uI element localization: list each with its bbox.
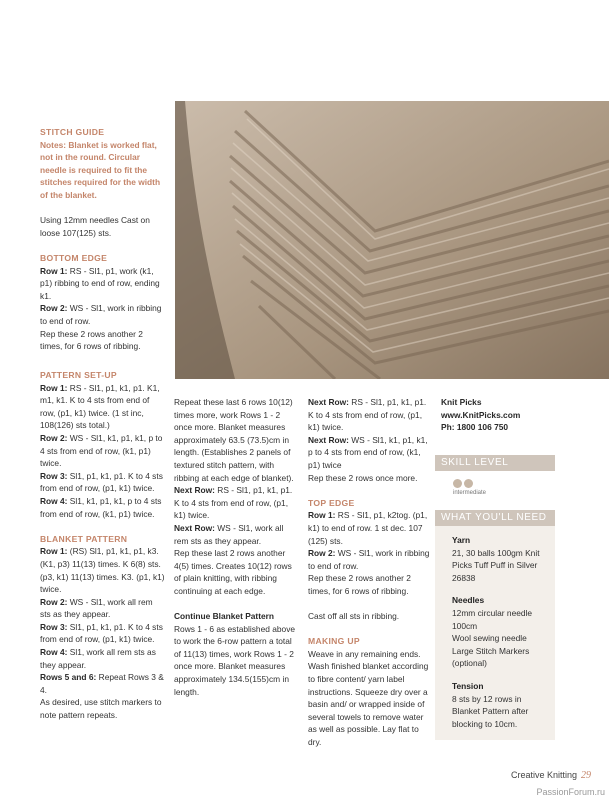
knit-texture-illustration <box>175 101 609 379</box>
setup-row4: Row 4: Sl1, k1, p1, k1, p to 4 sts from end of row, (k1, p1) twice. <box>40 495 162 519</box>
pattern-setup-column <box>40 369 165 722</box>
setup-row2: Row 2: WS - Sl1, k1, p1, k1, p to 4 sts from end of row, (k1, p1) twice. <box>40 432 163 469</box>
blanket-pattern-heading: BLANKET PATTERN <box>40 533 128 544</box>
tension-label: Tension <box>452 680 484 691</box>
cast-off: Cast off all sts in ribbing. <box>308 611 400 622</box>
pattern-setup-heading: PATTERN SET-UP <box>40 370 117 380</box>
top-edge-repeat: Rep these 2 rows another 2 times, for 6 rows of ribbing. <box>308 573 411 596</box>
stitch-guide-notes: Notes: Blanket is worked flat, not in the round. Circular needle is required to fit the stitches required for the width of the blanket. <box>40 139 161 200</box>
tension-text: 8 sts by 12 rows in Blanket Pattern after blocking to 10cm. <box>452 693 529 729</box>
skill-level-box <box>435 455 555 496</box>
next-row-ws: Next Row: WS - Sl1, work all rem sts as they appear. <box>174 522 284 546</box>
top-edge-row2: Row 2: WS - Sl1, work in ribbing to end of row. <box>308 548 430 571</box>
cast-on-intro: Using 12mm needles Cast on loose 107(125) sts. <box>40 215 150 238</box>
column-three <box>308 396 433 749</box>
yarn-text: 21, 30 balls 100gm Knit Picks Tuff Puff in Silver 26838 <box>452 547 540 583</box>
pattern-row1: Row 1: (RS) Sl1, p1, k1, p1, k3. (K1, p3) 11(13) times. K 6(8) sts. (p3, k1) 11(13) times. K3. (p1, k1) twice. <box>40 546 165 595</box>
pattern-row3: Row 3: Sl1, p1, k1, p1. K to 4 sts from end of row, (p1, k1) twice. <box>40 621 163 645</box>
skill-level-bar: SKILL LEVEL <box>435 455 555 471</box>
yarn-ball-icon <box>464 479 473 488</box>
next-row-ws-2: Next Row: WS - Sl1, k1, p1, k1, p to 4 sts from end of row, (k1, p1) twice <box>308 434 428 470</box>
rep-paragraph: Rep these last 2 rows another 4(5) times. Creates 10(12) rows of plain knitting, with ribbing continuing at each edge. <box>174 548 292 596</box>
making-up-text: Weave in any remaining ends. Wash finished blanket according to fibre content/ yarn label instructions. Squeeze dry over a basin and/ or wrapped inside of several towels to remove water as well as possible. Lay flat to dry. <box>308 648 429 748</box>
yarn-ball-icon <box>453 479 462 488</box>
materials-list <box>435 526 555 740</box>
repeat-paragraph: Repeat these last 6 rows 10(12) times more, work Rows 1 - 2 once more. Blanket measures approximately 63.5 (73.5)cm in length. (Establishes 2 panels of textured stitch pattern, with ribbing at each edge of blanket). <box>174 397 294 483</box>
watermark: PassionForum.ru <box>536 787 605 797</box>
stitch-guide-column <box>40 126 165 353</box>
top-edge-heading: TOP EDGE <box>308 497 355 508</box>
supplier-name: Knit Picks <box>441 397 482 407</box>
pattern-rows5-6: Rows 5 and 6: Repeat Rows 3 & 4. <box>40 672 164 695</box>
pattern-row2: Row 2: WS - Sl1, work all rem sts as they appear. <box>40 596 153 620</box>
yarn-ball-icons <box>435 479 555 488</box>
continue-heading: Continue Blanket Pattern <box>174 611 275 622</box>
rep-once: Rep these 2 rows once more. <box>308 472 418 483</box>
next-row-rs: Next Row: RS - Sl1, p1, k1, p1. K to 4 sts from end of row, (p1, k1) twice. <box>174 485 293 521</box>
next-row-rs-2: Next Row: RS - Sl1, p1, k1, p1. K to 4 sts from end of row, (p1, k1) twice. <box>308 397 427 433</box>
bottom-edge-row2: Row 2: WS - Sl1, work in ribbing to end of row. <box>40 303 162 326</box>
page-number: 29 <box>581 770 591 781</box>
continue-paragraph: Rows 1 - 6 as established above to work the 6-row pattern a total of 11(13) times, work Rows 1 - 2 once more. Blanket measures approximately 134.5(155)cm in length. <box>174 623 296 697</box>
making-up-heading: MAKING UP <box>308 636 360 647</box>
bottom-edge-row1: Row 1: RS - Sl1, p1, work (k1, p1) ribbing to end of row, ending k1. <box>40 265 160 301</box>
setup-row1: Row 1: RS - Sl1, p1, k1, p1. K1, m1, k1. K to 4 sts from end of row, (p1, k1) twice. (1 st inc, 108(126) sts total.) <box>40 382 160 431</box>
pattern-row4: Row 4: Sl1, work all rem sts as they appear. <box>40 647 156 670</box>
pattern-note: As desired, use stitch markers to note pattern repeats. <box>40 697 162 721</box>
markers-text: Large Stitch Markers (optional) <box>452 645 530 669</box>
page-footer <box>511 770 591 781</box>
bottom-edge-heading: BOTTOM EDGE <box>40 252 108 263</box>
sewing-needle-text: Wool sewing needle <box>452 633 527 644</box>
column-two <box>174 396 299 698</box>
stitch-guide-heading: STITCH GUIDE <box>40 127 105 137</box>
supplier-phone: Ph: 1800 106 750 <box>441 422 509 433</box>
top-edge-row1: Row 1: RS - Sl1, p1, k2tog. (p1, k1) to end of row. 1 st dec. 107 (125) sts. <box>308 510 428 546</box>
setup-row3: Row 3: Sl1, p1, k1, p1. K to 4 sts from end of row, (p1, k1) twice. <box>40 470 163 494</box>
blanket-photo <box>175 101 609 379</box>
magazine-name: Creative Knitting <box>510 770 577 780</box>
bottom-edge-repeat: Rep these 2 rows another 2 times, for 6 rows of ribbing. <box>40 328 143 352</box>
needles-text: 12mm circular needle 100cm <box>452 607 533 631</box>
supplier-block <box>441 396 566 434</box>
needles-label: Needles <box>452 595 485 606</box>
materials-bar: WHAT YOU'LL NEED <box>435 510 555 526</box>
yarn-label: Yarn <box>452 535 471 545</box>
materials-box <box>435 510 555 740</box>
supplier-web[interactable]: www.KnitPicks.com <box>441 409 521 420</box>
skill-level-label: intermediate <box>453 490 487 496</box>
